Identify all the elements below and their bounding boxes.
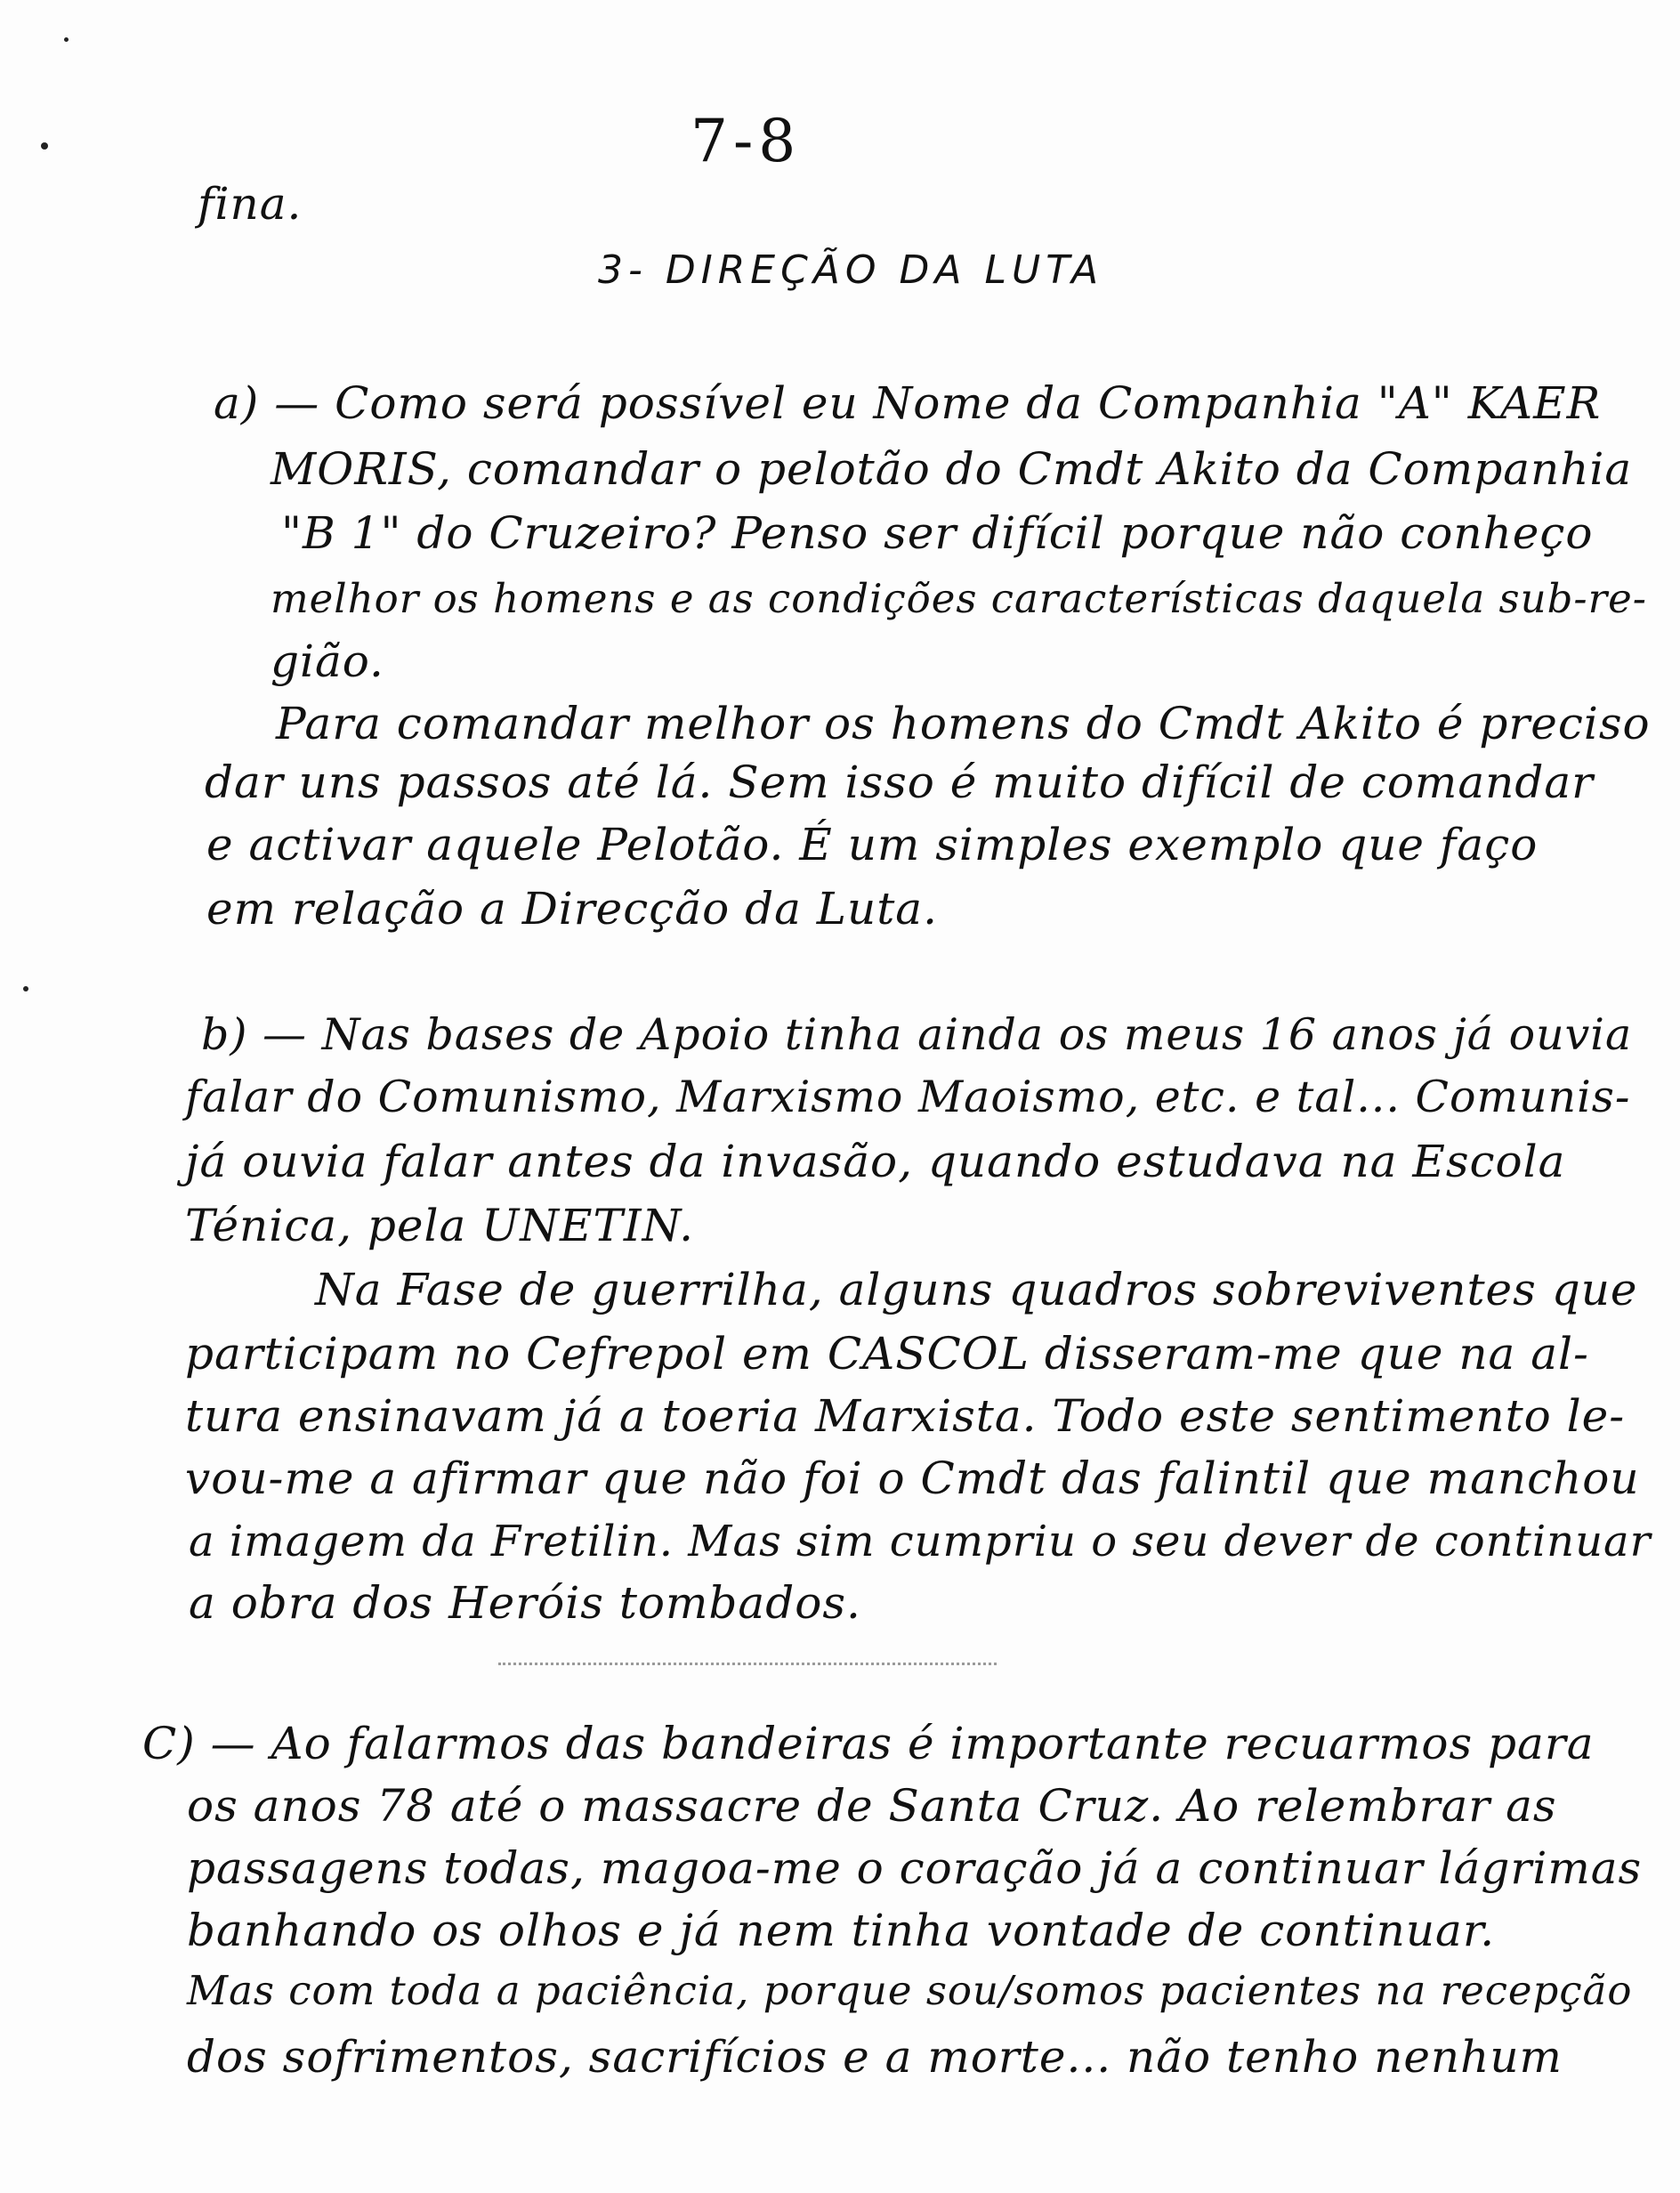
scan-speck — [23, 986, 28, 991]
paragraph-line: vou-me a afirmar que não foi o Cmdt das falintil que manchou — [185, 1453, 1640, 1504]
carry-over-text: fina. — [198, 178, 303, 230]
paragraph-line: "B 1" do Cruzeiro? Penso ser difícil porque não conheço — [281, 507, 1594, 559]
paragraph-line: Na Fase de guerrilha, alguns quadros sobreviventes que — [315, 1264, 1638, 1315]
scan-speck — [41, 142, 48, 150]
paragraph-line: Mas com toda a paciência, porque sou/somos pacientes na recepção — [187, 1967, 1633, 2014]
paragraph-line: dar uns passos até lá. Sem isso é muito difícil de comandar — [205, 757, 1595, 808]
paragraph-line: banhando os olhos e já nem tinha vontade de continuar. — [187, 1905, 1496, 1956]
paragraph-line: dos sofrimentos, sacrifícios e a morte... não tenho nenhum — [187, 2031, 1563, 2083]
section-heading: 3- DIREÇÃO DA LUTA — [598, 247, 1104, 293]
paragraph-line: os anos 78 até o massacre de Santa Cruz. Ao relembrar as — [187, 1780, 1557, 1832]
paragraph-line: b) — Nas bases de Apoio tinha ainda os meus 16 anos já ouvia — [201, 1009, 1633, 1060]
paragraph-line: gião. — [271, 635, 384, 687]
paragraph-line: a imagem da Fretilin. Mas sim cumpriu o seu dever de continuar — [189, 1517, 1652, 1566]
scan-dotted-line — [498, 1663, 997, 1665]
paragraph-line: participam no Cefrepol em CASCOL disseram-me que na al- — [185, 1328, 1589, 1380]
paragraph-line: Para comandar melhor os homens do Cmdt Akito é preciso — [276, 698, 1651, 749]
paragraph-line: C) — Ao falarmos das bandeiras é importante recuarmos para — [142, 1718, 1595, 1769]
scan-speck — [64, 37, 69, 42]
paragraph-line: a) — Como será possível eu Nome da Companhia "A" KAER — [214, 377, 1602, 429]
paragraph-line: em relação a Direcção da Luta. — [206, 883, 938, 935]
paragraph-line: e activar aquele Pelotão. É um simples exemplo que faço — [206, 819, 1539, 870]
paragraph-line: MORIS, comandar o pelotão do Cmdt Akito da Companhia — [271, 443, 1633, 495]
paragraph-line: já ouvia falar antes da invasão, quando estudava na Escola — [185, 1136, 1566, 1187]
paragraph-line: melhor os homens e as condições características daquela sub-re- — [271, 575, 1647, 622]
paragraph-line: falar do Comunismo, Marxismo Maoismo, etc. e tal... Comunis- — [185, 1072, 1631, 1122]
paragraph-line: a obra dos Heróis tombados. — [189, 1577, 861, 1629]
paragraph-line: passagens todas, magoa-me o coração já a continuar lágrimas — [187, 1842, 1643, 1894]
page-number: 7-8 — [691, 107, 802, 175]
paragraph-line: Ténica, pela UNETIN. — [185, 1200, 695, 1251]
paragraph-line: tura ensinavam já a toeria Marxista. Todo este sentimento le- — [185, 1390, 1626, 1442]
